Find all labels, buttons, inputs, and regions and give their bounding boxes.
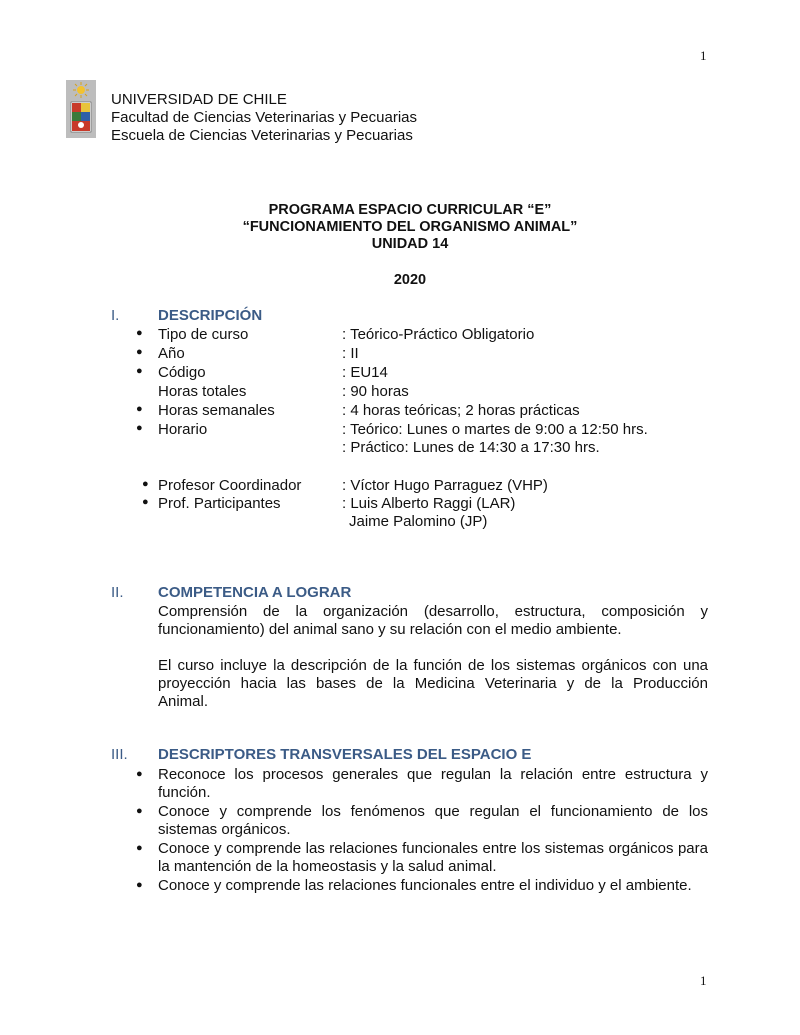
faculty-name: Facultad de Ciencias Veterinarias y Pecuarias (111, 109, 417, 126)
bullet-icon: ● (136, 327, 143, 339)
course-description-line3: Animal. (158, 693, 209, 710)
bullet-icon: ● (136, 842, 143, 854)
university-seal-logo (66, 80, 96, 138)
total-hours-value: : 90 horas (342, 383, 409, 400)
section-2-title: COMPETENCIA A LOGRAR (158, 584, 352, 601)
year-label: Año (158, 345, 185, 362)
course-description-line1: El curso incluye la descripción de la función de los sistemas orgánicos con una (158, 657, 708, 674)
bullet-icon: ● (136, 365, 143, 377)
competency-paragraph-line1: Comprensión de la organización (desarrollo, estructura, composición y (158, 603, 708, 620)
page-number-top: 1 (700, 48, 707, 63)
page-number-bottom: 1 (700, 973, 707, 988)
document-title-line1: PROGRAMA ESPACIO CURRICULAR “E” (268, 202, 552, 218)
coordinator-value: : Víctor Hugo Parraguez (VHP) (342, 477, 548, 494)
schedule-label: Horario (158, 421, 208, 438)
bullet-icon: ● (142, 496, 149, 508)
bullet-icon: ● (142, 478, 149, 490)
descriptor-item-1: Reconoce los procesos generales que regulan la relación entre estructura y función. (158, 766, 708, 801)
weekly-hours-value: : 4 horas teóricas; 2 horas prácticas (342, 402, 580, 419)
descriptor-item-2: Conoce y comprende los fenómenos que regulan el funcionamiento de los sistemas orgánicos. (158, 803, 708, 838)
bullet-icon: ● (136, 422, 143, 434)
participant-2-value: Jaime Palomino (JP) (349, 513, 488, 530)
university-name: UNIVERSIDAD DE CHILE (111, 91, 287, 108)
course-description-line2: proyección hacia las bases de la Medicina Veterinaria y de la Producción (158, 675, 708, 692)
coordinator-label: Profesor Coordinador (158, 477, 302, 494)
course-type-label: Tipo de curso (158, 326, 249, 343)
section-1-title: DESCRIPCIÓN (158, 307, 263, 324)
section-3-title: DESCRIPTORES TRANSVERSALES DEL ESPACIO E (158, 746, 532, 763)
code-value: : EU14 (342, 364, 388, 381)
document-title-line2: “FUNCIONAMIENTO DEL ORGANISMO ANIMAL” (242, 219, 578, 235)
bullet-icon: ● (136, 805, 143, 817)
bullet-icon: ● (136, 879, 143, 891)
section-1-number: I. (111, 307, 120, 324)
bullet-icon: ● (136, 346, 143, 358)
descriptor-item-4: Conoce y comprende las relaciones funcionales entre el individuo y el ambiente. (158, 877, 692, 894)
participants-label: Prof. Participantes (158, 495, 281, 512)
participant-1-value: : Luis Alberto Raggi (LAR) (342, 495, 516, 512)
document-year: 2020 (393, 272, 427, 288)
code-label: Código (158, 364, 206, 381)
bullet-icon: ● (136, 403, 143, 415)
descriptor-item-3: Conoce y comprende las relaciones funcionales entre los sistemas orgánicos para la mantención de la homeostasis y la salud animal. (158, 840, 708, 875)
section-2-number: II. (111, 584, 124, 601)
total-hours-label: Horas totales (158, 383, 247, 400)
schedule-practice-value: : Práctico: Lunes de 14:30 a 17:30 hrs. (342, 439, 600, 456)
section-3-number: III. (111, 746, 128, 763)
competency-paragraph-line2: funcionamiento) del animal sano y su relación con el medio ambiente. (158, 621, 622, 638)
school-name: Escuela de Ciencias Veterinarias y Pecuarias (111, 127, 413, 144)
year-value: : II (342, 345, 359, 362)
course-type-value: : Teórico-Práctico Obligatorio (342, 326, 535, 343)
weekly-hours-label: Horas semanales (158, 402, 275, 419)
document-title-line3: UNIDAD 14 (371, 236, 449, 252)
schedule-theory-value: : Teórico: Lunes o martes de 9:00 a 12:50 hrs. (342, 421, 648, 438)
bullet-icon: ● (136, 768, 143, 780)
